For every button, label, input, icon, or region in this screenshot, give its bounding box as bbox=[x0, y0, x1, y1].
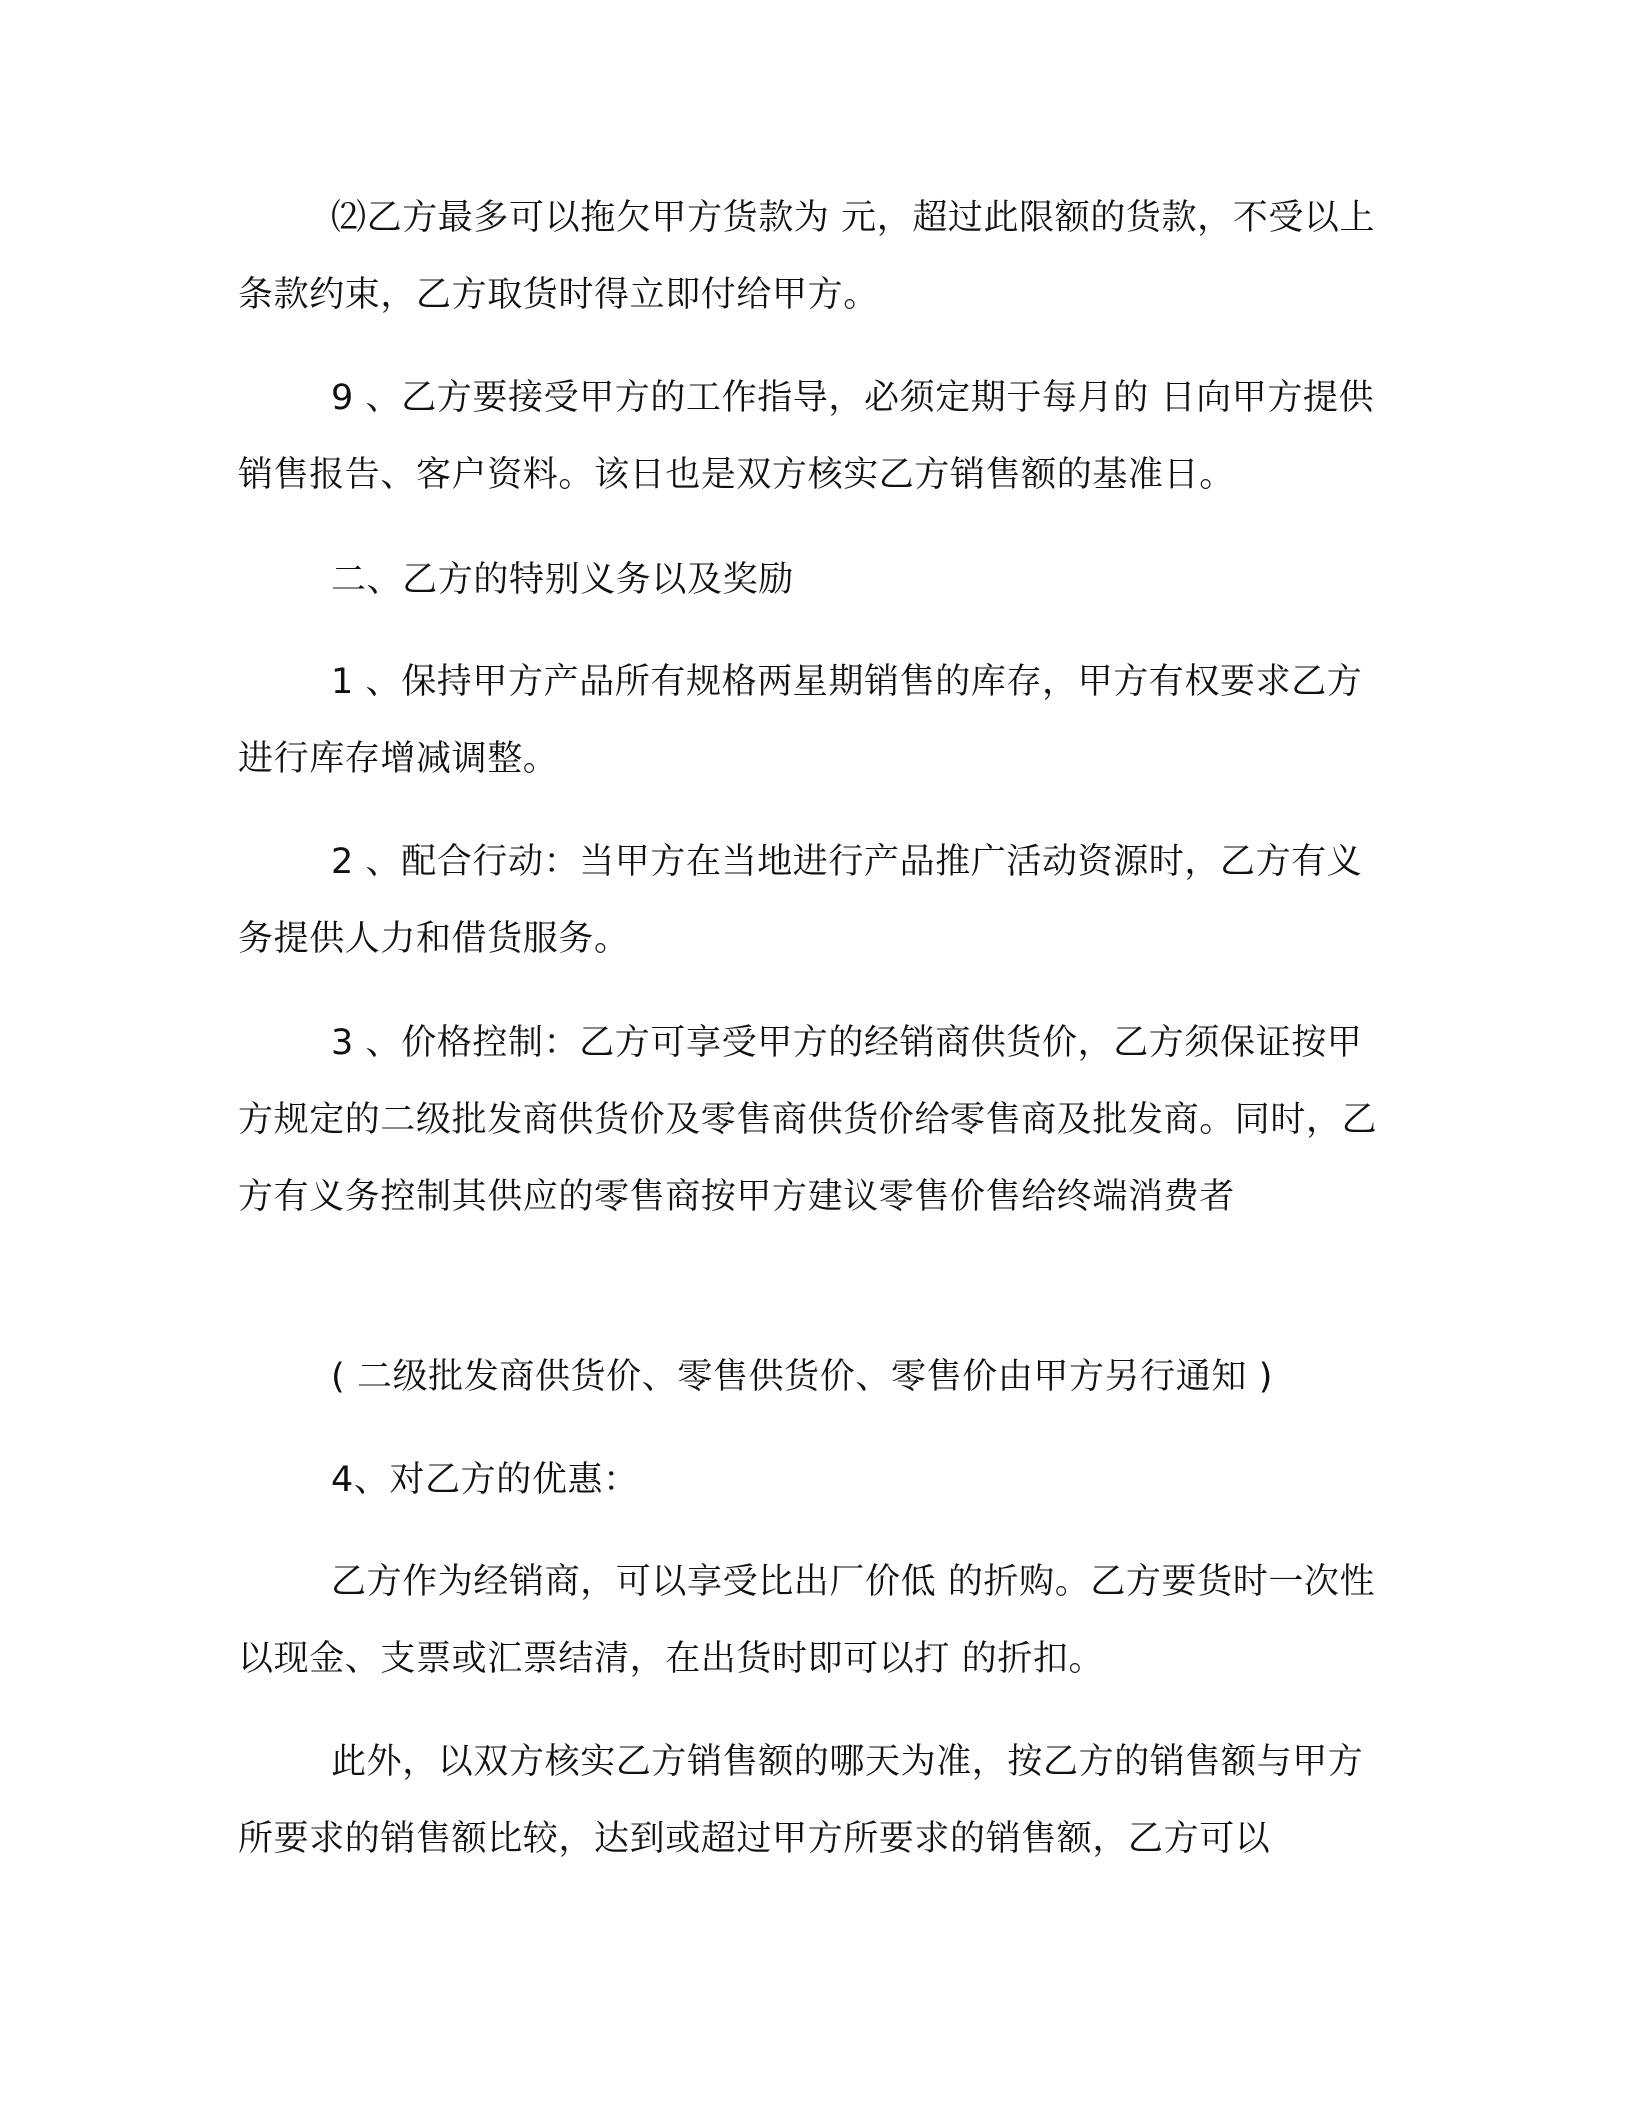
paragraph-sales-report: 9 、乙方要接受甲方的工作指导，必须定期于每月的 日向甲方提供销售报告、客户资料。该日也是双方核实乙方销售额的基准日。 bbox=[238, 378, 1375, 495]
paragraph-inventory: 1 、保持甲方产品所有规格两星期销售的库存，甲方有权要求乙方进行库存增减调整。 bbox=[238, 662, 1363, 779]
section-heading-obligations: 二、乙方的特别义务以及奖励 bbox=[331, 560, 794, 600]
paragraph-sales-comparison: 此外，以双方核实乙方销售额的哪天为准，按乙方的销售额与甲方所要求的销售额比较，达到或超过甲方所要求的销售额，乙方可以 bbox=[238, 1742, 1364, 1859]
paragraph-discount: 乙方作为经销商，可以享受比出厂价低 的折购。乙方要货时一次性以现金、支票或汇票结清，在出货时即可以打 的折扣。 bbox=[238, 1562, 1376, 1679]
paragraph-price-notice: ( 二级批发商供货价、零售供货价、零售价由甲方另行通知 ) bbox=[331, 1357, 1273, 1397]
paragraph-payment-limit: ⑵乙方最多可以拖欠甲方货款为 元，超过此限额的货款，不受以上条款约束，乙方取货时得立即付给甲方。 bbox=[238, 198, 1376, 315]
paragraph-discount-heading: 4、对乙方的优惠： bbox=[331, 1460, 639, 1500]
paragraph-cooperation: 2 、配合行动：当甲方在当地进行产品推广活动资源时，乙方有义务提供人力和借货服务。 bbox=[238, 842, 1363, 959]
paragraph-price-control: 3 、价格控制：乙方可享受甲方的经销商供货价，乙方须保证按甲方规定的二级批发商供货价及零售商供货价给零售商及批发商。同时，乙方有义务控制其供应的零售商按甲方建议零售价售给终端消费者 bbox=[238, 1023, 1378, 1217]
